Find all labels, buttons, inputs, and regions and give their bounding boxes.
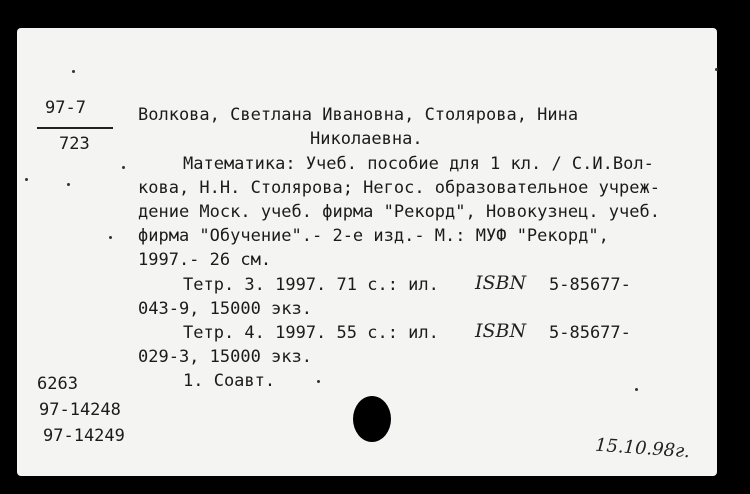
author-line-2: Николаевна. (310, 129, 423, 149)
accession-number: 97-14249 (43, 426, 125, 446)
speck (635, 388, 638, 391)
speck (72, 70, 75, 73)
speck (109, 236, 112, 239)
handwritten-date: 15.10.98г. (594, 434, 691, 463)
description-line-5: 1997.- 26 см. (138, 250, 272, 270)
notebook3-isbn: 5-85677- (549, 275, 631, 295)
notebook4-isbn-handwritten: ISBN (475, 320, 527, 342)
description-line-2: кова, Н.Н. Столярова; Негос. образовательное учреж- (138, 178, 660, 198)
speck (67, 183, 70, 186)
speck (715, 68, 718, 71)
speck (317, 380, 320, 383)
speck (122, 166, 125, 169)
description-line-1: Математика: Учеб. пособие для 1 кл. / С.И.Вол- (183, 154, 654, 174)
description-line-4: фирма "Обучение".- 2-е изд.- М.: МУФ "Рекорд", (138, 226, 609, 246)
notebook4-isbn: 5-85677- (549, 323, 631, 343)
notebook3-line-1: Тетр. 3. 1997. 71 с.: ил. (183, 275, 439, 295)
call-number-divider (37, 127, 113, 129)
punch-hole (353, 396, 391, 442)
notebook4-line-2: 029-3, 15000 экз. (138, 347, 312, 367)
call-number-bottom: 723 (59, 134, 90, 154)
notebook3-isbn-handwritten: ISBN (475, 272, 527, 294)
notebook3-line-2: 043-9, 15000 экз. (138, 299, 312, 319)
accession-number: 97-14248 (39, 400, 121, 420)
notebook4-line-1: Тетр. 4. 1997. 55 с.: ил. (183, 323, 439, 343)
call-number-top: 97-7 (45, 98, 86, 118)
description-line-3: дение Моск. учеб. фирма "Рекорд", Новокузнец. учеб. (138, 202, 660, 222)
author-line-1: Волкова, Светлана Ивановна, Столярова, Нина (138, 105, 579, 125)
accession-number: 6263 (37, 374, 78, 394)
coauthor-note: 1. Соавт. (183, 371, 276, 391)
catalog-card (17, 28, 717, 476)
speck (25, 178, 28, 181)
